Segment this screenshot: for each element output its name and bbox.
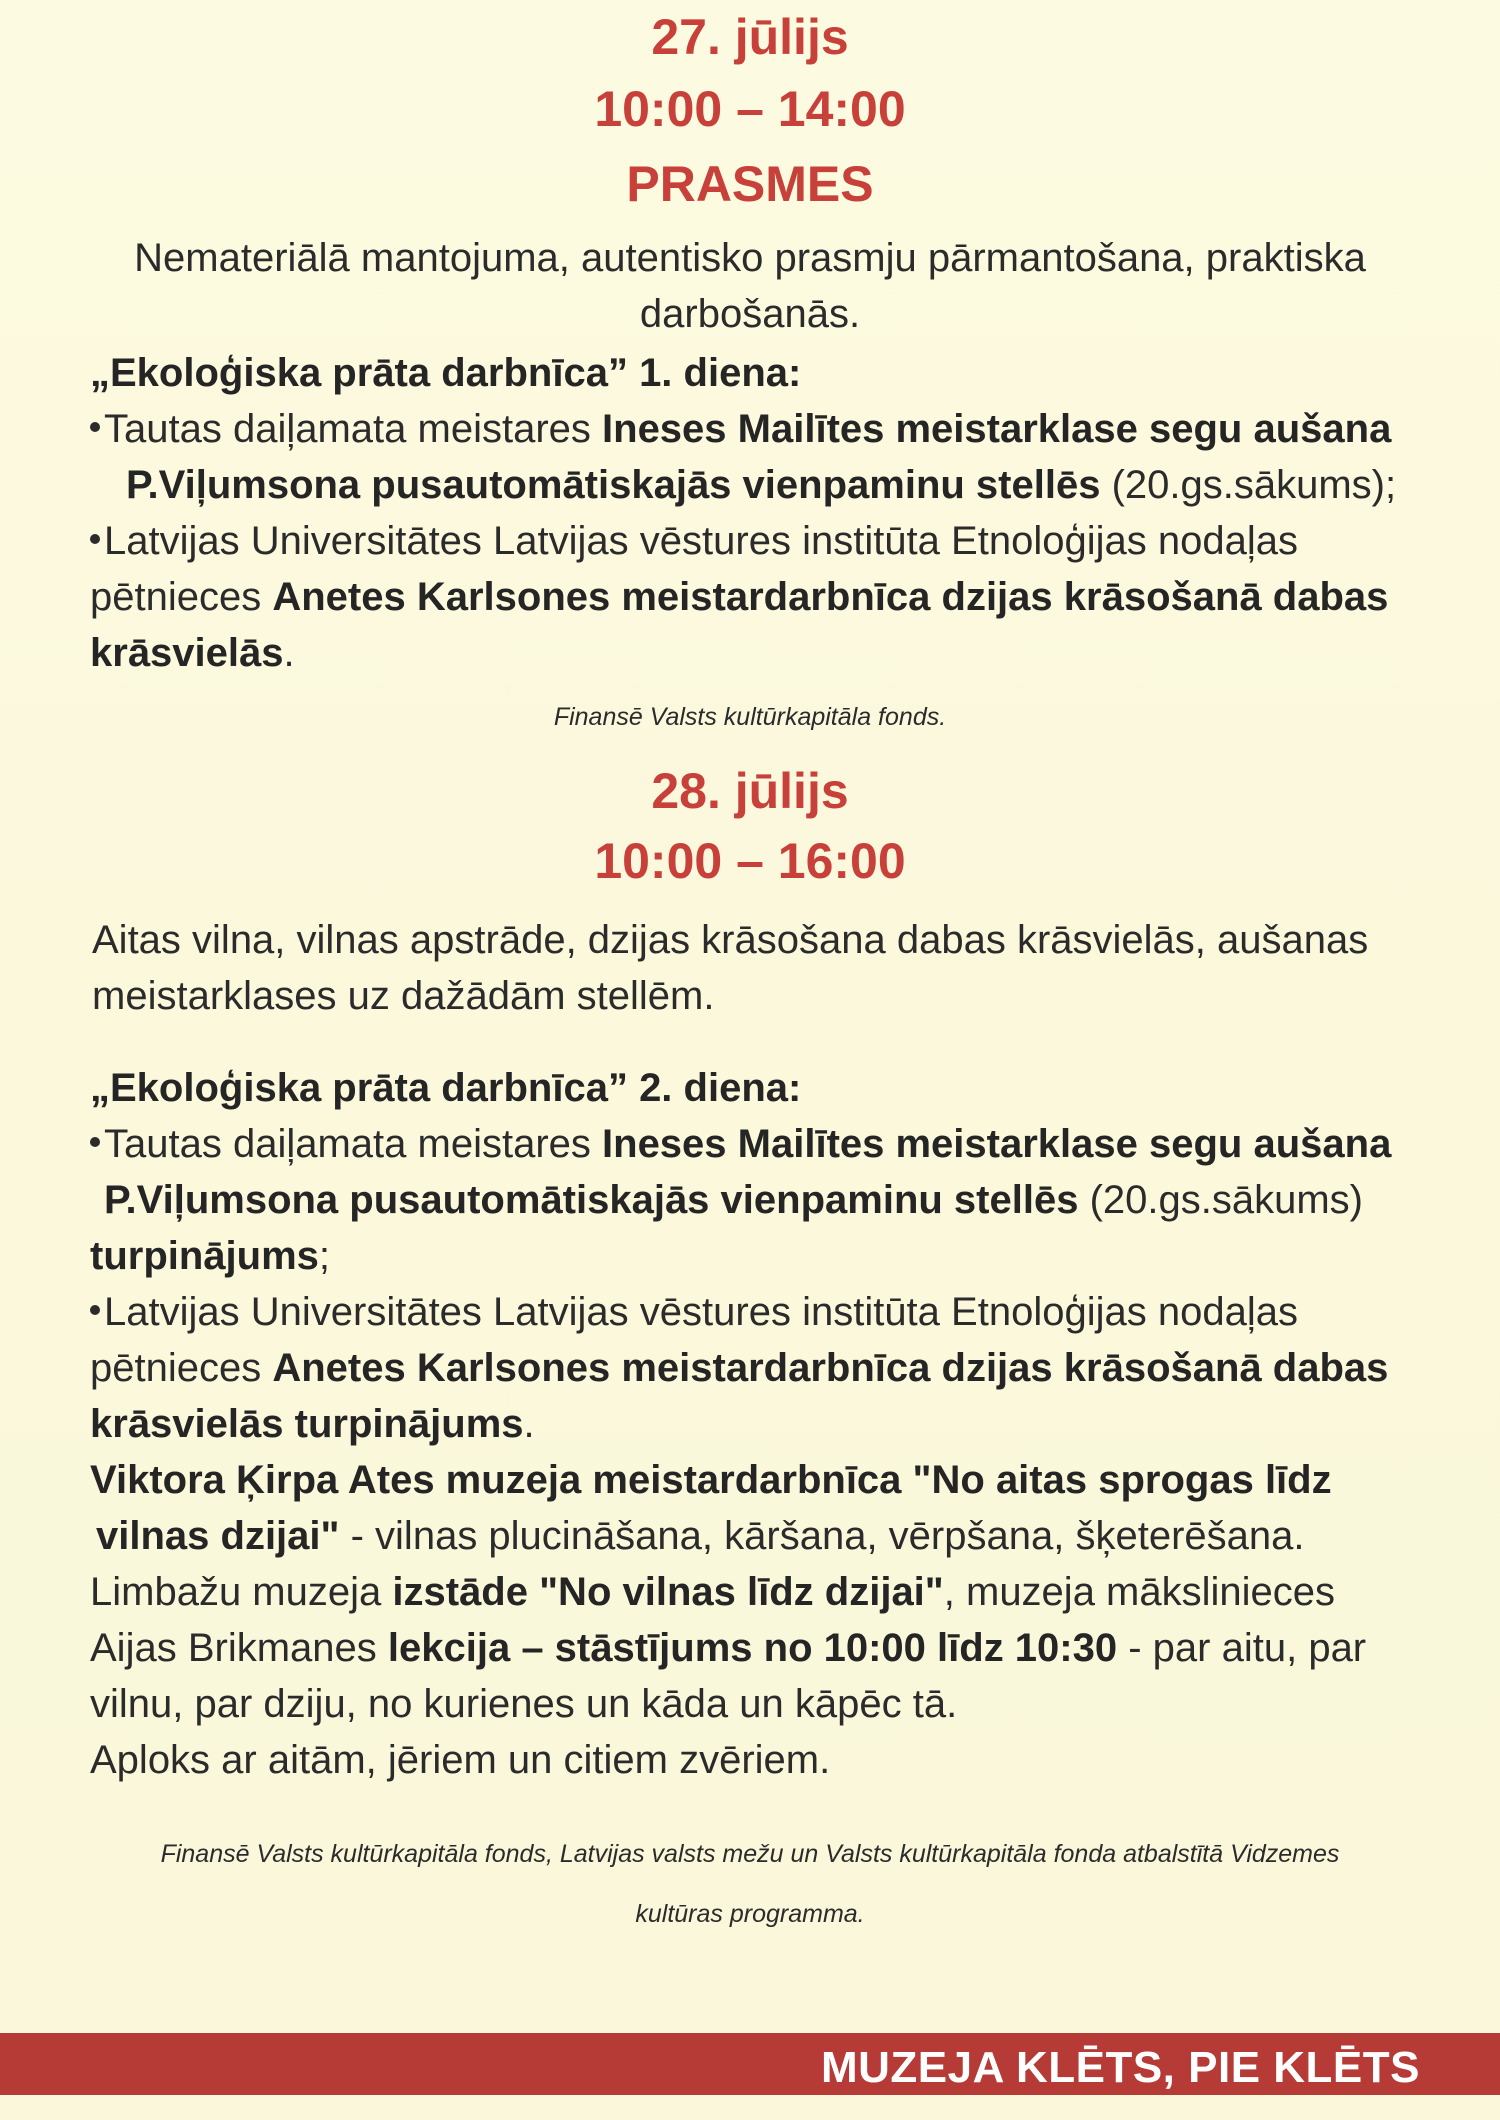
footer-banner [0,2033,1500,2095]
day2-time: 10:00 – 16:00 [594,833,906,889]
day1-item1-post: (20.gs.sākums); [1100,463,1397,507]
day2-item2-pre: pētnieces [90,1346,273,1390]
day2-item1-bold3: turpinājums [90,1234,319,1278]
day1-workshop-heading: „Ekoloģiska prāta darbnīca” 1. diena: [90,351,802,395]
day2-limbazi-post: , muzeja mākslinieces [943,1570,1336,1614]
day1-intro-line2: darbošanās. [639,292,861,336]
day1-item2-bold1: Anetes Karlsones meistardarbnīca dzijas krāsošanā dabas [272,575,1389,619]
day1-item2-pre: pētnieces [90,575,273,619]
day2-item1-bold2: P.Viļumsona pusautomātiskajās vienpaminu stellēs [104,1178,1079,1222]
day2-workshop [90,1060,1480,1788]
day2-aploks: Aploks ar aitām, jēriem un citiem zvēriem. [90,1738,831,1782]
footer-location: MUZEJA KLĒTS, PIE KLĒTS [820,2043,1420,2092]
day1-item1-bold2: P.Viļumsona pusautomātiskajās vienpaminu stellēs [126,463,1101,507]
day1-workshop [90,345,1470,681]
day2-item1-end: ; [318,1234,331,1278]
day2-lecture-pre: Aijas Brikmanes [90,1626,388,1670]
day1-intro-line1: Nemateriālā mantojuma, autentisko prasmju pārmantošana, praktiska [134,236,1366,280]
day2-kirps-bold2: vilnas dzijai" [96,1514,340,1558]
day2-date: 28. jūlijs [651,763,849,819]
day2-lecture-bold: lekcija – stāstījums no 10:00 līdz 10:30 [387,1626,1118,1670]
day2-funding-line1: Finansē Valsts kultūrkapitāla fonds, Latvijas valsts mežu un Valsts kultūrkapitāla fonda atbalstītā Vidzemes [160,1840,1340,1868]
day2-item2-bold2: krāsvielās turpinājums [90,1402,524,1446]
day1-item1-pre: Tautas daiļamata meistares [104,407,603,451]
day1-item2-bold2: krāsvielās [90,631,284,675]
day2-kirps-bold1: Viktora Ķirpa Ates muzeja meistardarbnīca "No aitas sprogas līdz [90,1458,1332,1502]
day2-item2-line1: Latvijas Universitātes Latvijas vēstures institūta Etnoloģijas nodaļas [104,1290,1298,1334]
bullet-icon [90,534,100,544]
day2-workshop-heading: „Ekoloģiska prāta darbnīca” 2. diena: [90,1066,802,1110]
day2-limbazi-bold: izstāde "No vilnas līdz dzijai" [392,1570,944,1614]
day1-intro [0,230,1500,342]
day2-funding-line2: kultūras programma. [635,1900,865,1928]
day1-item2-line1: Latvijas Universitātes Latvijas vēstures institūta Etnoloģijas nodaļas [104,519,1298,563]
day1-funding: Finansē Valsts kultūrkapitāla fonds. [553,703,947,731]
day2-item1-post: (20.gs.sākums) [1078,1178,1363,1222]
day1-date: 27. jūlijs [651,9,849,65]
day2-intro-line2: meistarklases uz dažādām stellēm. [92,974,715,1018]
day2-kirps-post: - vilnas plucināšana, kāršana, vērpšana, šķeterēšana. [339,1514,1305,1558]
day2-item2-bold1: Anetes Karlsones meistardarbnīca dzijas krāsošanā dabas [272,1346,1389,1390]
day2-item1-bold1: Ineses Mailītes meistarklase segu aušana [602,1122,1392,1166]
day1-time: 10:00 – 14:00 [594,81,906,137]
day2-item1-pre: Tautas daiļamata meistares [104,1122,603,1166]
day2-lecture-post: - par aitu, par [1117,1626,1367,1670]
bullet-icon [90,422,100,432]
day2-item2-post: . [523,1402,535,1446]
day1-item2-post: . [283,631,295,675]
day1-item1-bold1: Ineses Mailītes meistarklase segu aušana [602,407,1392,451]
bullet-icon [90,1305,100,1315]
day2-lecture-line2: vilnu, par dziju, no kurienes un kāda un kāpēc tā. [90,1682,958,1726]
day2-intro [92,912,1472,1024]
day2-limbazi-pre: Limbažu muzeja [90,1570,393,1614]
bullet-icon [90,1137,100,1147]
day2-intro-line1: Aitas vilna, vilnas apstrāde, dzijas krāsošana dabas krāsvielās, aušanas [92,918,1369,962]
day1-title: PRASMES [626,156,874,212]
